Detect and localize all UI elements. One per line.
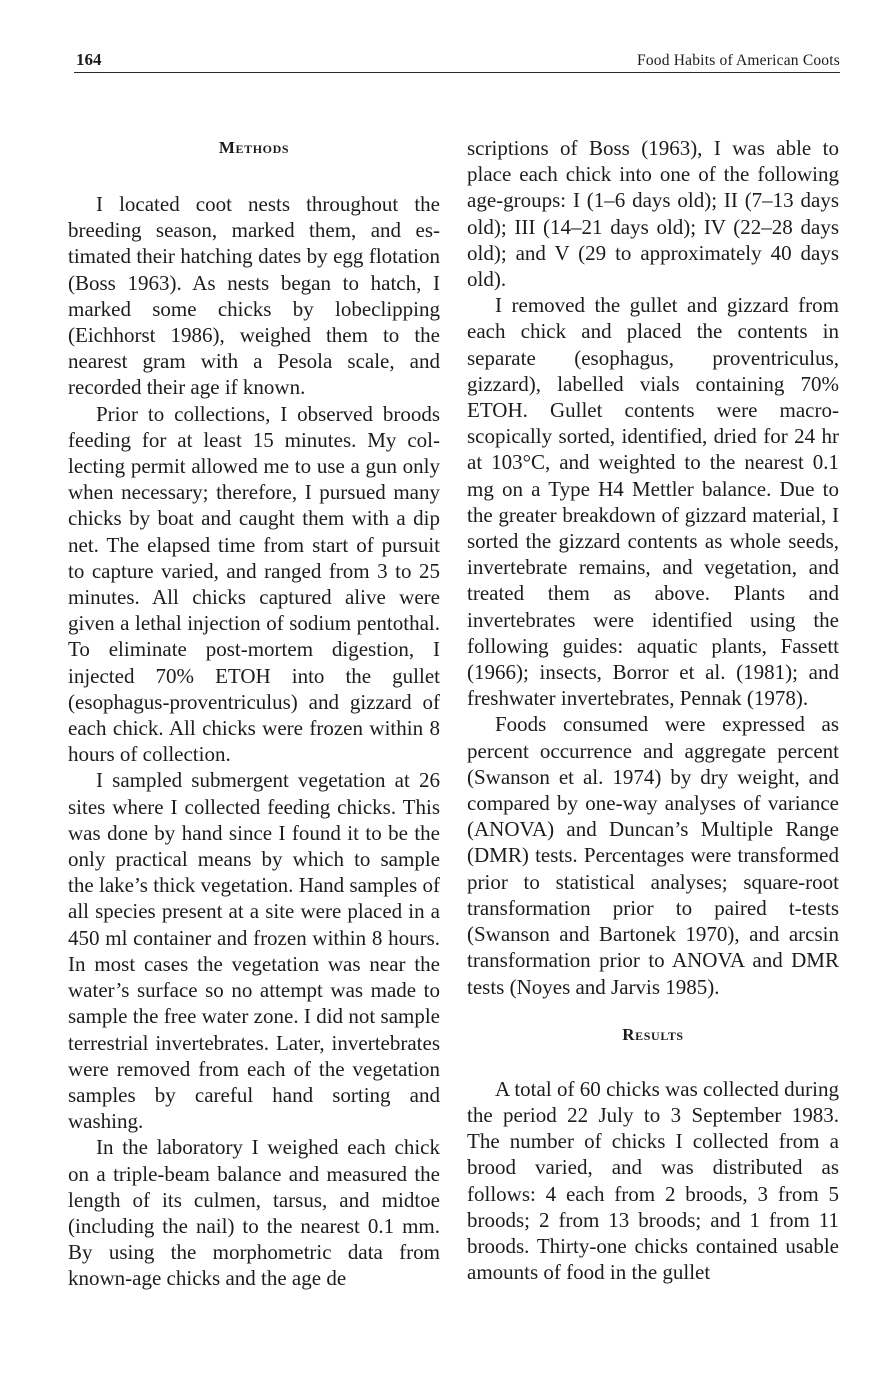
page-number: 164 bbox=[76, 50, 102, 69]
methods-paragraph-5: I removed the gullet and gizzard from each chick and placed the contents in separate (esophagus, proventriculus, gizzard), labelled vials containing 70% ETOH. Gullet contents were macroscopically sorted, identified, dried for 24 hr at 103°C, and weighted to the nearest 0.1 mg on a Type H4 Mettler balance. Due to the greater breakdown of gizzard material, I sorted the gizzard contents as whole seeds, invertebrate remains, and vegetation, and treated them as above. Plants and invertebrates were identified using the following guides: aquatic plants, Fassett (1966); insects, Borror et al. (1981); and freshwater invertebrates, Pennak (1978). bbox=[467, 293, 839, 711]
methods-paragraph-3: I sampled submergent vegetation at 26 sites where I collected feeding chicks. This was done by hand since I found it to be the only practical means by which to sample the lake’s thick vegetation. Hand samples of all species present at a site were placed in a 450 ml container and frozen within 8 hours. In most cases the vegetation was near the water’s surface so no attempt was made to sample the free water zone. I did not sample terrestrial invertebrates. Later, invertebrates were removed from each of the vegetation samples by careful hand sorting and washing. bbox=[68, 768, 440, 1134]
methods-paragraph-2: Prior to collections, I observed broods feeding for at least 15 minutes. My collecting permit allowed me to use a gun only when necessary; therefore, I pursued many chicks by boat and caught them with a dip net. The elapsed time from start of pursuit to capture varied, and ranged from 3 to 25 minutes. All chicks captured alive were given a lethal injection of sodium pentothal. To eliminate post-mortem digestion, I injected 70% ETOH into the gullet (esophagus-proventriculus) and gizzard of each chick. All chicks were frozen within 8 hours of collection. bbox=[68, 401, 440, 767]
running-head bbox=[74, 48, 840, 73]
methods-paragraph-4-continued: scriptions of Boss (1963), I was able to place each chick into one of the following age-groups: I (1–6 days old); II (7–13 days old); III (14–21 days old); IV (22–28 days old); and V (29 to approximately 40 days old). bbox=[467, 136, 839, 292]
methods-paragraph-6: Foods consumed were expressed as percent occurrence and aggregate percent (Swanson et al. 1974) by dry weight, and compared by one-way analyses of variance (ANOVA) and Duncan’s Multiple Range (DMR) tests. Percentages were transformed prior to statistical analyses; square-root transformation prior to paired t-tests (Swanson and Bartonek 1970), and arcsin transformation prior to ANOVA and DMR tests (Noyes and Jarvis 1985). bbox=[467, 712, 839, 999]
results-paragraph-1: A total of 60 chicks was collected during the period 22 July to 3 September 1983. The number of chicks I collected from a brood varied, and was distributed as follows: 4 each from 2 broods, 3 from 5 broods; 2 from 13 broods; and 1 from 11 broods. Thirty-one chicks contained usable amounts of food in the gullet bbox=[467, 1076, 839, 1285]
methods-paragraph-4: In the laboratory I weighed each chick on a triple-beam balance and measured the length of its culmen, tarsus, and midtoe (including the nail) to the nearest 0.1 mm. By using the morphometric data from known-age chicks and the age de bbox=[68, 1135, 440, 1291]
methods-heading: Methods bbox=[218, 138, 290, 157]
left-column bbox=[68, 135, 440, 1292]
running-title: Food Habits of American Coots bbox=[637, 52, 840, 69]
results-heading: Results bbox=[622, 1024, 684, 1044]
methods-paragraph-1: I located coot nests throughout the breeding season, marked them, and estimated their hatching dates by egg flotation (Boss 1963). As nests began to hatch, I marked some chicks by lobeclipping (Eichhorst 1986), weighed them to the nearest gram with a Pesola scale, and recorded their age if known. bbox=[68, 192, 440, 400]
right-column bbox=[467, 135, 839, 1285]
